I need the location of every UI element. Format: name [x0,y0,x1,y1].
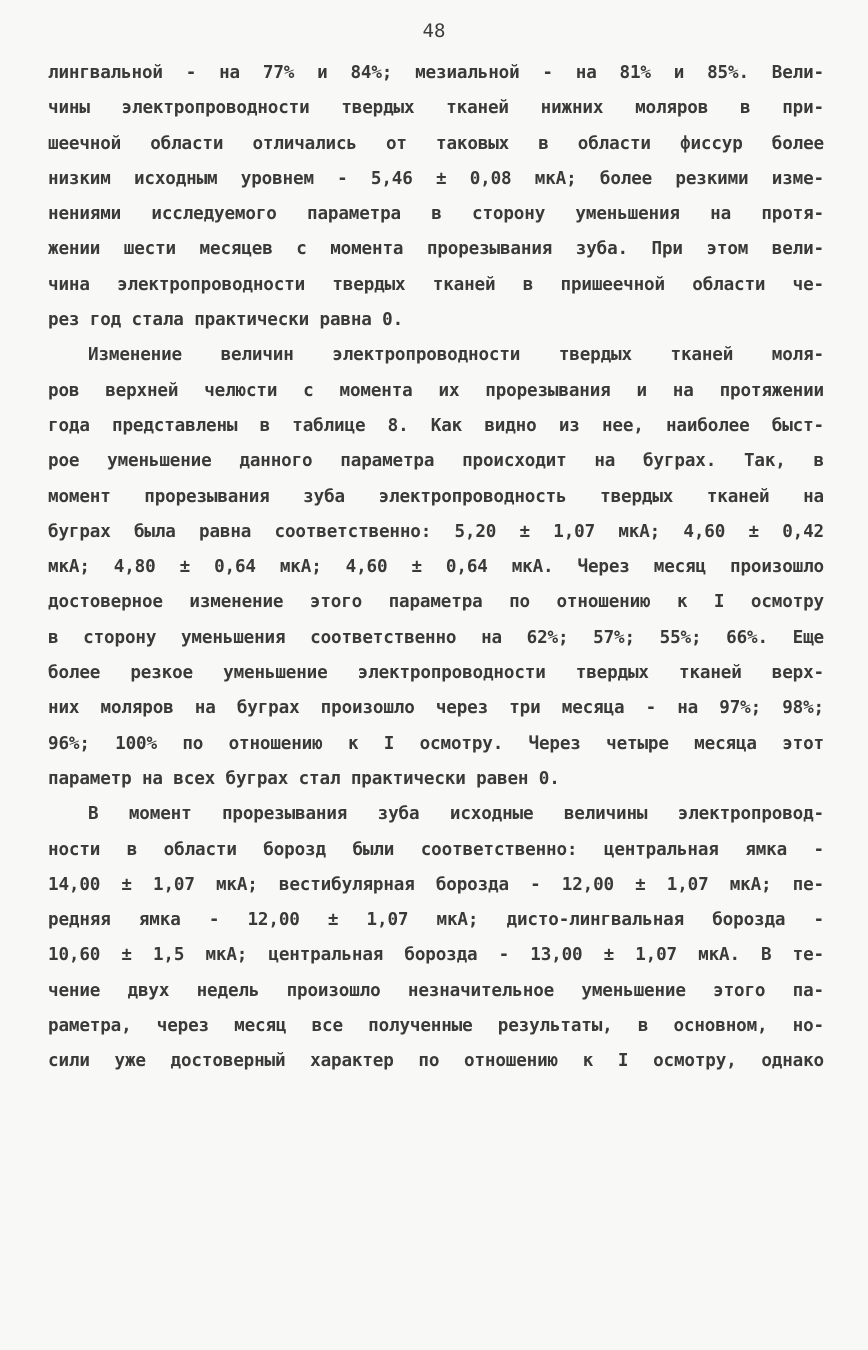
text-line: сили уже достоверный характер по отношению к I осмотру, однако [48,1051,824,1072]
text-line: момент прорезывания зуба электропроводность твердых тканей на [48,486,824,507]
text-line: лингвальной - на 77% и 84%; мезиальной - на 81% и 85%. Вели- [48,63,824,83]
text-line: достоверное изменение этого параметра по отношению к I осмотру [48,592,824,613]
text-line: ности в области борозд были соответственно: центральная ямка - [48,839,824,860]
text-line: рое уменьшение данного параметра происходит на буграх. Так, в [48,451,824,472]
text-line: буграх была равна соответственно: 5,20 ± 1,07 мкА; 4,60 ± 0,42 [48,521,824,542]
text-line: низким исходным уровнем - 5,46 ± 0,08 мкА; более резкими изме- [48,168,824,189]
page-number: 48 [422,20,446,42]
text-line: рез год стала практически равна 0. [48,310,404,331]
text-line: параметр на всех буграх стал практически равен 0. [48,768,560,789]
text-line: ров верхней челюсти с момента их прорезывания и на протяжении [48,380,824,401]
text-line: чение двух недель произошло незначительное уменьшение этого па- [48,980,824,1001]
text-line: 96%; 100% по отношению к I осмотру. Через четыре месяца этот [48,733,824,754]
text-line: 10,60 ± 1,5 мкА; центральная борозда - 13,00 ± 1,07 мкА. В те- [48,945,824,966]
text-line: чины электропроводности твердых тканей нижних моляров в при- [48,98,824,119]
text-line: чина электропроводности твердых тканей в пришеечной области че- [48,274,824,295]
body-text [48,56,824,1080]
text-line: раметра, через месяц все полученные результаты, в основном, но- [48,1016,824,1037]
text-line: мкА; 4,80 ± 0,64 мкА; 4,60 ± 0,64 мкА. Через месяц произошло [48,557,824,578]
text-line: года представлены в таблице 8. Как видно из нее, наиболее быст- [48,415,824,436]
text-line: более резкое уменьшение электропроводности твердых тканей верх- [48,663,824,684]
text-line: редняя ямка - 12,00 ± 1,07 мкА; дисто-лингвальная борозда - [48,910,824,931]
text-line: них моляров на буграх произошло через три месяца - на 97%; 98%; [48,698,824,719]
text-line: шеечной области отличались от таковых в области фиссур более [48,133,824,154]
text-line: В момент прорезывания зуба исходные величины электропровод- [88,804,824,825]
text-line: Изменение величин электропроводности твердых тканей моля- [88,345,824,366]
text-line: 14,00 ± 1,07 мкА; вестибулярная борозда - 12,00 ± 1,07 мкА; пе- [48,874,824,895]
text-line: в сторону уменьшения соответственно на 62%; 57%; 55%; 66%. Еще [48,627,824,648]
text-line: нениями исследуемого параметра в сторону уменьшения на протя- [48,204,824,225]
text-line: жении шести месяцев с момента прорезывания зуба. При этом вели- [48,239,824,260]
